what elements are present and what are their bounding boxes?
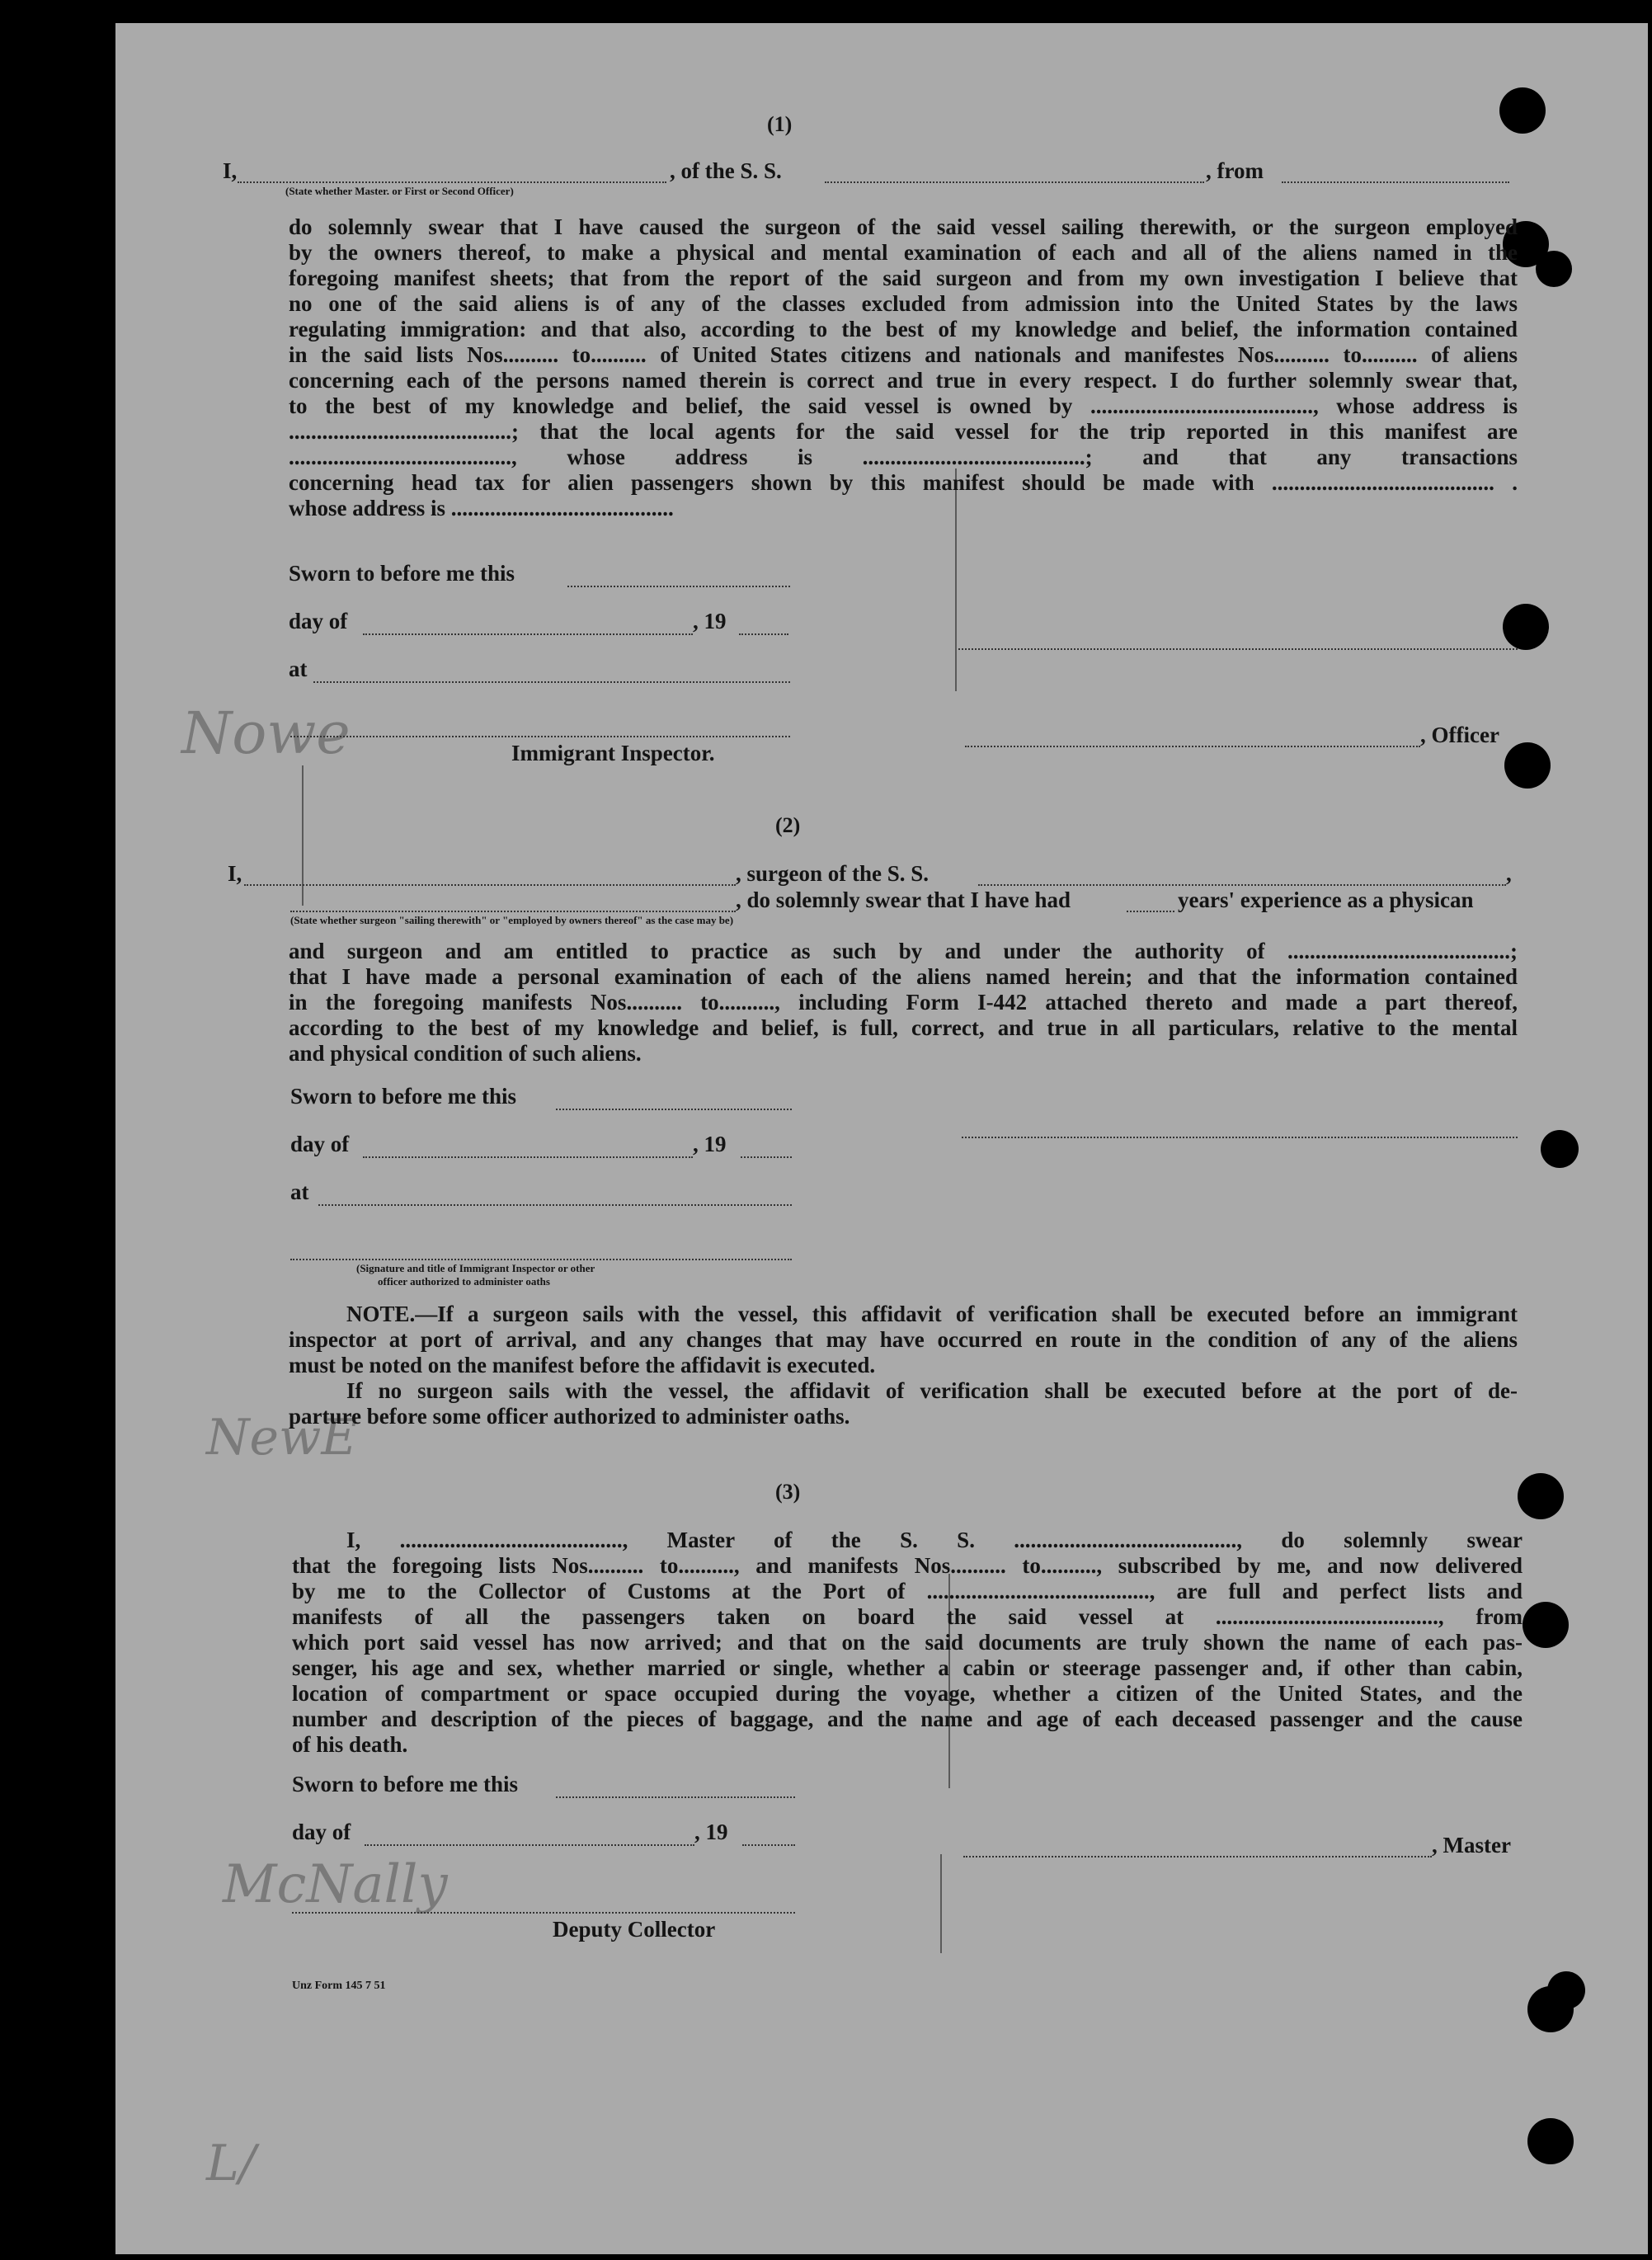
paragraph-line: ........................................; that the local agents for the said vessel for the trip reported in this manifest are (289, 419, 1518, 444)
day-of-label: day of (292, 1820, 351, 1844)
note-line: NOTE.—If a surgeon sails with the vessel, this affidavit of verification shall be executed before an immigrant (346, 1302, 1518, 1326)
paragraph-line: and physical condition of such aliens. (289, 1041, 642, 1066)
paragraph-line: and surgeon and am entitled to practice as such by and under the authority of ........................................; (289, 939, 1518, 963)
paragraph-line: manifests of all the passengers taken on board the said vessel at ........................................, from (292, 1604, 1523, 1629)
note-line: inspector at port of arrival, and any changes that may have occurred en route in the condition of any of the aliens (289, 1327, 1518, 1352)
sworn-label: Sworn to before me this (289, 561, 515, 586)
punch-hole (1527, 2118, 1574, 2164)
at-label: at (289, 657, 308, 681)
surgeon-of-ss-label: , surgeon of the S. S. (736, 861, 930, 886)
paragraph-line: whose address is ........................................ (289, 496, 674, 520)
of-ss-label: , of the S. S. (670, 158, 782, 183)
sworn-label: Sworn to before me this (290, 1084, 516, 1109)
paragraph-line: regulating immigration: and that also, according to the best of my knowledge and belief, the information contained (289, 317, 1518, 341)
day-field (363, 1156, 693, 1158)
punch-hole (1547, 1971, 1585, 2009)
paragraph-line: in the said lists Nos.......... to.......... of United States citizens and nationals and manifestes Nos.......... to.......... of aliens (289, 342, 1518, 367)
paragraph-line: by the owners thereof, to make a physical and mental examination of each and all of the aliens named in the (289, 240, 1518, 265)
at-field (313, 681, 790, 683)
from-port-field (1282, 181, 1509, 183)
handwritten-mark: Nowe (181, 699, 351, 767)
vessel-name-field (825, 181, 1204, 183)
year-label: , 19 (694, 1820, 728, 1844)
sworn-field (556, 1796, 795, 1798)
punch-hole (1503, 604, 1549, 650)
paragraph-line: ........................................, whose address is ........................................; and that any transactions (289, 445, 1518, 469)
years-label: years' experience as a physican (1178, 888, 1474, 912)
note-line: parture before some officer authorized to administer oaths. (289, 1404, 850, 1429)
officer-signature-line (965, 746, 1420, 747)
master-label: , Master (1432, 1833, 1511, 1857)
paragraph-line: I, ........................................, Master of the S. S. ........................................, do solemnly swear (346, 1528, 1523, 1552)
sworn-label: Sworn to before me this (292, 1772, 518, 1796)
inspector-signature-line (290, 736, 790, 737)
sworn-field (556, 1109, 792, 1110)
paragraph-line: number and description of the pieces of baggage, and the name and age of each deceased passenger and the cause (292, 1707, 1523, 1731)
section-number: (1) (767, 112, 793, 136)
day-field (363, 633, 693, 635)
note-paragraph (289, 1302, 1518, 1429)
paragraph-line: concerning head tax for alien passengers shown by this manifest should be made with ........................................ . (289, 470, 1518, 495)
surgeon-status-field (290, 911, 736, 912)
day-of-label: day of (290, 1132, 350, 1156)
surgeon-name-field (244, 884, 736, 886)
section2-paragraph (289, 939, 1518, 1066)
section-number: (2) (775, 813, 801, 837)
sworn-field (567, 586, 790, 587)
signature-line (962, 1137, 1518, 1138)
handwritten-mark: NewE (206, 1409, 358, 1467)
surgeon-comma: , (1506, 861, 1512, 886)
paragraph-line: no one of the said aliens is of any of the classes excluded from admission into the United States by the laws (289, 291, 1518, 316)
surgeon-vessel-field (978, 884, 1506, 886)
paragraph-line: by me to the Collector of Customs at the Port of ........................................, are full and perfect lists and (292, 1579, 1523, 1603)
pen-mark (940, 1854, 942, 1953)
day-field (365, 1844, 694, 1846)
inspector-signature-line (290, 1259, 792, 1260)
signature-line (958, 648, 1518, 650)
note-line: If no surgeon sails with the vessel, the affidavit of verification shall be executed before at the port of de- (346, 1378, 1518, 1403)
paragraph-line: do solemnly swear that I have caused the surgeon of the said vessel sailing therewith, or the surgeon employed (289, 214, 1518, 239)
punch-hole (1536, 251, 1572, 287)
surgeon-caption: (State whether surgeon "sailing therewith" or "employed by owners thereof" as the case may be) (290, 914, 734, 926)
day-of-label: day of (289, 609, 348, 633)
punch-hole (1541, 1130, 1579, 1168)
swear-label: , do solemnly swear that I have had (736, 888, 1071, 912)
officer-line-i: I, (223, 158, 238, 183)
section-number: (3) (775, 1480, 801, 1504)
note-line: must be noted on the manifest before the affidavit is executed. (289, 1353, 876, 1377)
paragraph-line: that the foregoing lists Nos.......... to.........., and manifests Nos.......... to.........., subscribed by me, and now delivered (292, 1553, 1523, 1578)
paragraph-line: concerning each of the persons named therein is correct and true in every respect. I do further solemnly swear that, (289, 368, 1518, 393)
officer-name-field (238, 181, 666, 183)
section3-paragraph (292, 1528, 1523, 1758)
officer-label: , Officer (1420, 723, 1499, 747)
from-label: , from (1206, 158, 1264, 183)
year-field (741, 1156, 792, 1158)
handwritten-mark: L/ (206, 2135, 257, 2192)
paragraph-line: foregoing manifest sheets; that from the report of the said surgeon and from my own investigation I believe that (289, 266, 1518, 290)
at-field (318, 1204, 792, 1206)
paragraph-line: in the foregoing manifests Nos.......... to.........., including Form I-442 attached thereto and made a part thereof, (289, 990, 1518, 1015)
paragraph-line: senger, his age and sex, whether married or single, whether a cabin or steerage passenger and, if other than cabin, (292, 1655, 1523, 1680)
form-number: Unz Form 145 7 51 (292, 1980, 386, 1992)
punch-hole (1518, 1473, 1564, 1519)
surgeon-line-i: I, (228, 861, 242, 886)
at-label: at (290, 1179, 309, 1204)
handwritten-mark: McNally (223, 1854, 448, 1915)
master-signature-line (963, 1856, 1432, 1857)
form-sheet (115, 23, 1648, 2254)
punch-hole (1499, 87, 1546, 134)
officer-caption: (State whether Master. or First or Second Officer) (285, 185, 514, 197)
paragraph-line: according to the best of my knowledge and belief, is full, correct, and true in all particulars, relative to the mental (289, 1015, 1518, 1040)
years-field (1127, 911, 1174, 912)
punch-hole (1523, 1602, 1569, 1648)
collector-signature-line (292, 1912, 795, 1914)
paragraph-line: to the best of my knowledge and belief, the said vessel is owned by ........................................, whose address is (289, 393, 1518, 418)
paragraph-line: location of compartment or space occupied during the voyage, whether a citizen of the United States, and the (292, 1681, 1523, 1706)
deputy-collector-label: Deputy Collector (553, 1917, 716, 1942)
section1-paragraph (289, 214, 1518, 521)
paragraph-line: of his death. (292, 1732, 408, 1757)
year-field (739, 633, 788, 635)
year-label: , 19 (693, 609, 727, 633)
signature-caption: (Signature and title of Immigrant Inspector or other (356, 1262, 595, 1274)
punch-hole (1504, 742, 1551, 789)
paragraph-line: which port said vessel has now arrived; and that on the said documents are truly shown the name of each pas- (292, 1630, 1523, 1655)
year-field (742, 1844, 795, 1846)
paragraph-line: that I have made a personal examination of each of the aliens named herein; and that the information contained (289, 964, 1518, 989)
year-label: , 19 (693, 1132, 727, 1156)
inspector-label: Immigrant Inspector. (511, 741, 715, 765)
signature-caption: officer authorized to administer oaths (378, 1275, 550, 1288)
